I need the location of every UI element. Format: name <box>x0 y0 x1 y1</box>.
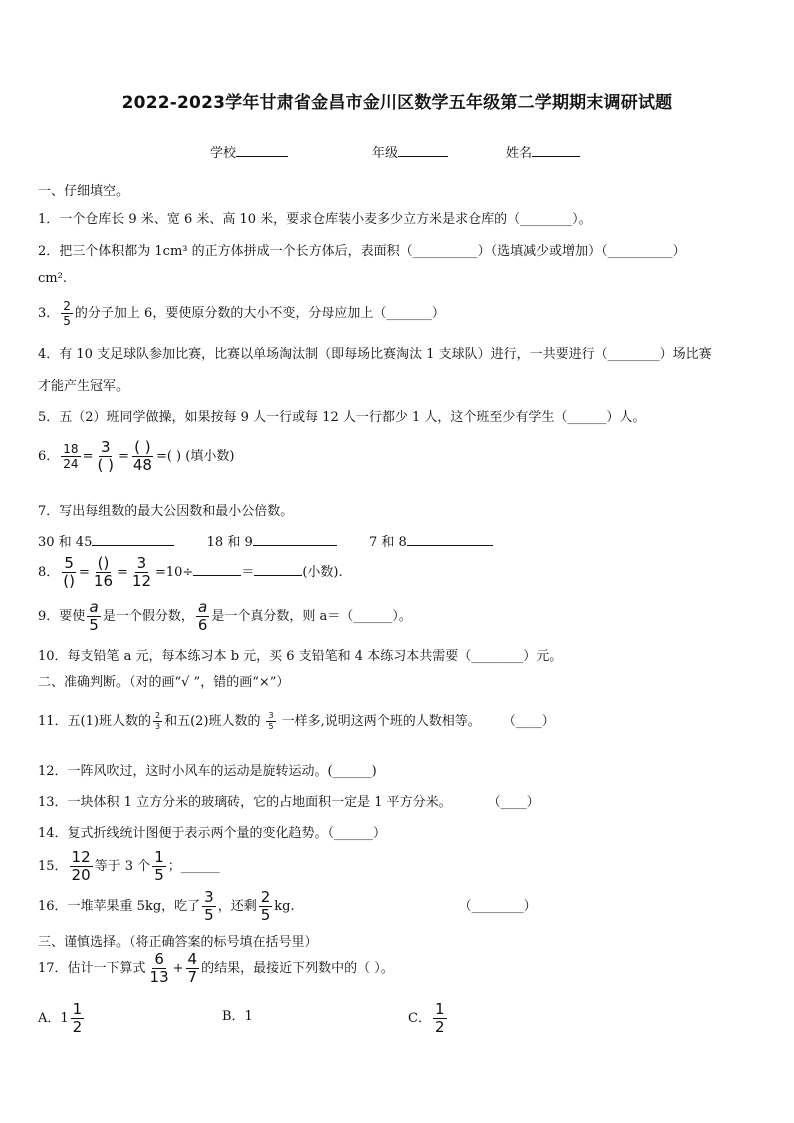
fraction: $\frac{18}{24}$ <box>63 442 79 471</box>
fraction: $\frac{a}{6}$ <box>197 598 208 634</box>
school-label: 学校 <box>210 146 237 161</box>
question-7: 7．写出每组数的最大公因数和最小公倍数。 <box>38 504 294 519</box>
fraction: $\frac{3}{5}$ <box>204 888 214 924</box>
name-field[interactable] <box>506 142 580 161</box>
question-2: 2．把三个体积都为 1cm³ 的正方体拼成一个长方体后，表面积（__________）（选填减少或增加）（__________） <box>38 244 686 259</box>
option-b[interactable]: B．1 <box>222 1009 253 1024</box>
question-12: 12．一阵风吹过，这时小风车的运动是旋转运动。(______) <box>38 764 377 779</box>
fraction: $\frac{()}{16}$ <box>93 554 113 590</box>
answer-blank[interactable] <box>254 563 302 576</box>
question-9: 9．要使 $\frac{a}{5}$ 是一个假分数， $\frac{a}{6}$ 是一个真分数，则 a＝（______）。 <box>38 598 412 634</box>
question-4-continued: 才能产生冠军。 <box>38 379 130 394</box>
answer-blank[interactable] <box>92 533 174 546</box>
fraction: $\frac{( )}{48}$ <box>132 438 152 474</box>
grade-blank[interactable] <box>398 144 448 157</box>
section-3-heading: 三、谨慎选择。（将正确答案的标号填在括号里） <box>38 935 318 950</box>
fraction: $\frac{1}{2}$ <box>434 1000 445 1036</box>
fraction: $\frac{4}{7}$ <box>187 950 198 986</box>
answer-blank[interactable] <box>193 563 241 576</box>
question-3: 3． $\frac{2}{5}$ 的分子加上 6，要使原分数的大小不变，分母应加上（_______） <box>38 299 445 328</box>
question-4: 4．有 10 支足球队参加比赛，比赛以单场淘汰制（即每场比赛淘汰 1 支球队）进行，一共要进行（________）场比赛 <box>38 347 712 362</box>
fraction: $\frac{5}{()}$ <box>63 554 75 590</box>
question-7-parts: 30 和 45 18 和 9 7 和 8 <box>38 531 493 550</box>
fraction: $\frac{3}{( )}$ <box>97 438 114 474</box>
answer-blank[interactable] <box>253 533 337 546</box>
fraction: $\frac{2}{3}$ <box>154 711 161 731</box>
question-1: 1．一个仓库长 9 米、宽 6 米、高 10 米，要求仓库装小麦多少立方米是求仓库的（________）。 <box>38 212 592 227</box>
fraction: $\frac{3}{12}$ <box>131 554 151 590</box>
school-blank[interactable] <box>236 144 288 157</box>
fraction: $\frac{2}{5}$ <box>260 888 271 924</box>
grade-field[interactable] <box>372 142 448 161</box>
question-10: 10．每支铅笔 a 元，每本练习本 b 元，买 6 支铅笔和 4 本练习本共需要（________）元。 <box>38 649 563 664</box>
fraction: $\frac{a}{5}$ <box>89 598 99 634</box>
question-14: 14．复式折线统计图便于表示两个量的变化趋势。（______） <box>38 826 387 841</box>
fraction: $\frac{1}{5}$ <box>154 848 164 884</box>
option-c[interactable]: C． $\frac{1}{2}$ <box>408 1000 445 1036</box>
page-title: 2022-2023学年甘肃省金昌市金川区数学五年级第二学期期末调研试题 <box>121 93 673 113</box>
fraction: $\frac{12}{20}$ <box>71 848 91 884</box>
name-label: 姓名 <box>506 146 533 161</box>
grade-label: 年级 <box>372 146 399 161</box>
section-1-heading: 一、仔细填空。 <box>38 184 130 199</box>
fraction: $\frac{2}{5}$ <box>63 299 71 328</box>
question-13: 13．一块体积 1 立方分米的玻璃砖，它的占地面积一定是 1 平方分米。 （____） <box>38 795 540 810</box>
option-a[interactable]: A．1 $\frac{1}{2}$ <box>38 1000 83 1036</box>
fraction: $\frac{6}{13}$ <box>149 950 169 986</box>
name-blank[interactable] <box>532 144 580 157</box>
question-8: 8． $\frac{5}{()}$ = $\frac{()}{16}$ = $\frac{3}{12}$ =10÷ ＝ (小数). <box>38 554 343 590</box>
question-15: 15． $\frac{12}{20}$ 等于 3 个 $\frac{1}{5}$ ；______ <box>38 848 220 884</box>
question-17: 17．估计一下算式 $\frac{6}{13}$ + $\frac{4}{7}$ 的结果，最接近下列数中的（ ）。 <box>38 950 394 986</box>
answer-blank[interactable] <box>407 533 493 546</box>
question-2-continued: cm². <box>38 271 67 286</box>
question-6: 6． $\frac{18}{24}$ = $\frac{3}{( )}$ = $\frac{( )}{48}$ =( ) (填小数) <box>38 438 235 474</box>
fraction: $\frac{1}{2}$ <box>72 1000 83 1036</box>
question-11: 11．五(1)班人数的 $\frac{2}{3}$ 和五(2)班人数的 $\frac{3}{5}$ 一样多,说明这两个班的人数相等。 （____） <box>38 711 555 731</box>
question-5: 5．五（2）班同学做操，如果按每 9 人一行或每 12 人一行都少 1 人，这个班至少有学生（______）人。 <box>38 410 646 425</box>
fraction: $\frac{3}{5}$ <box>268 711 274 731</box>
section-2-heading: 二、准确判断。（对的画“√ ”，错的画“×”） <box>38 675 290 690</box>
school-field[interactable] <box>210 142 288 161</box>
question-16: 16．一堆苹果重 5kg，吃了 $\frac{3}{5}$ ，还剩 $\frac{2}{5}$ kg. （________） <box>38 888 537 924</box>
